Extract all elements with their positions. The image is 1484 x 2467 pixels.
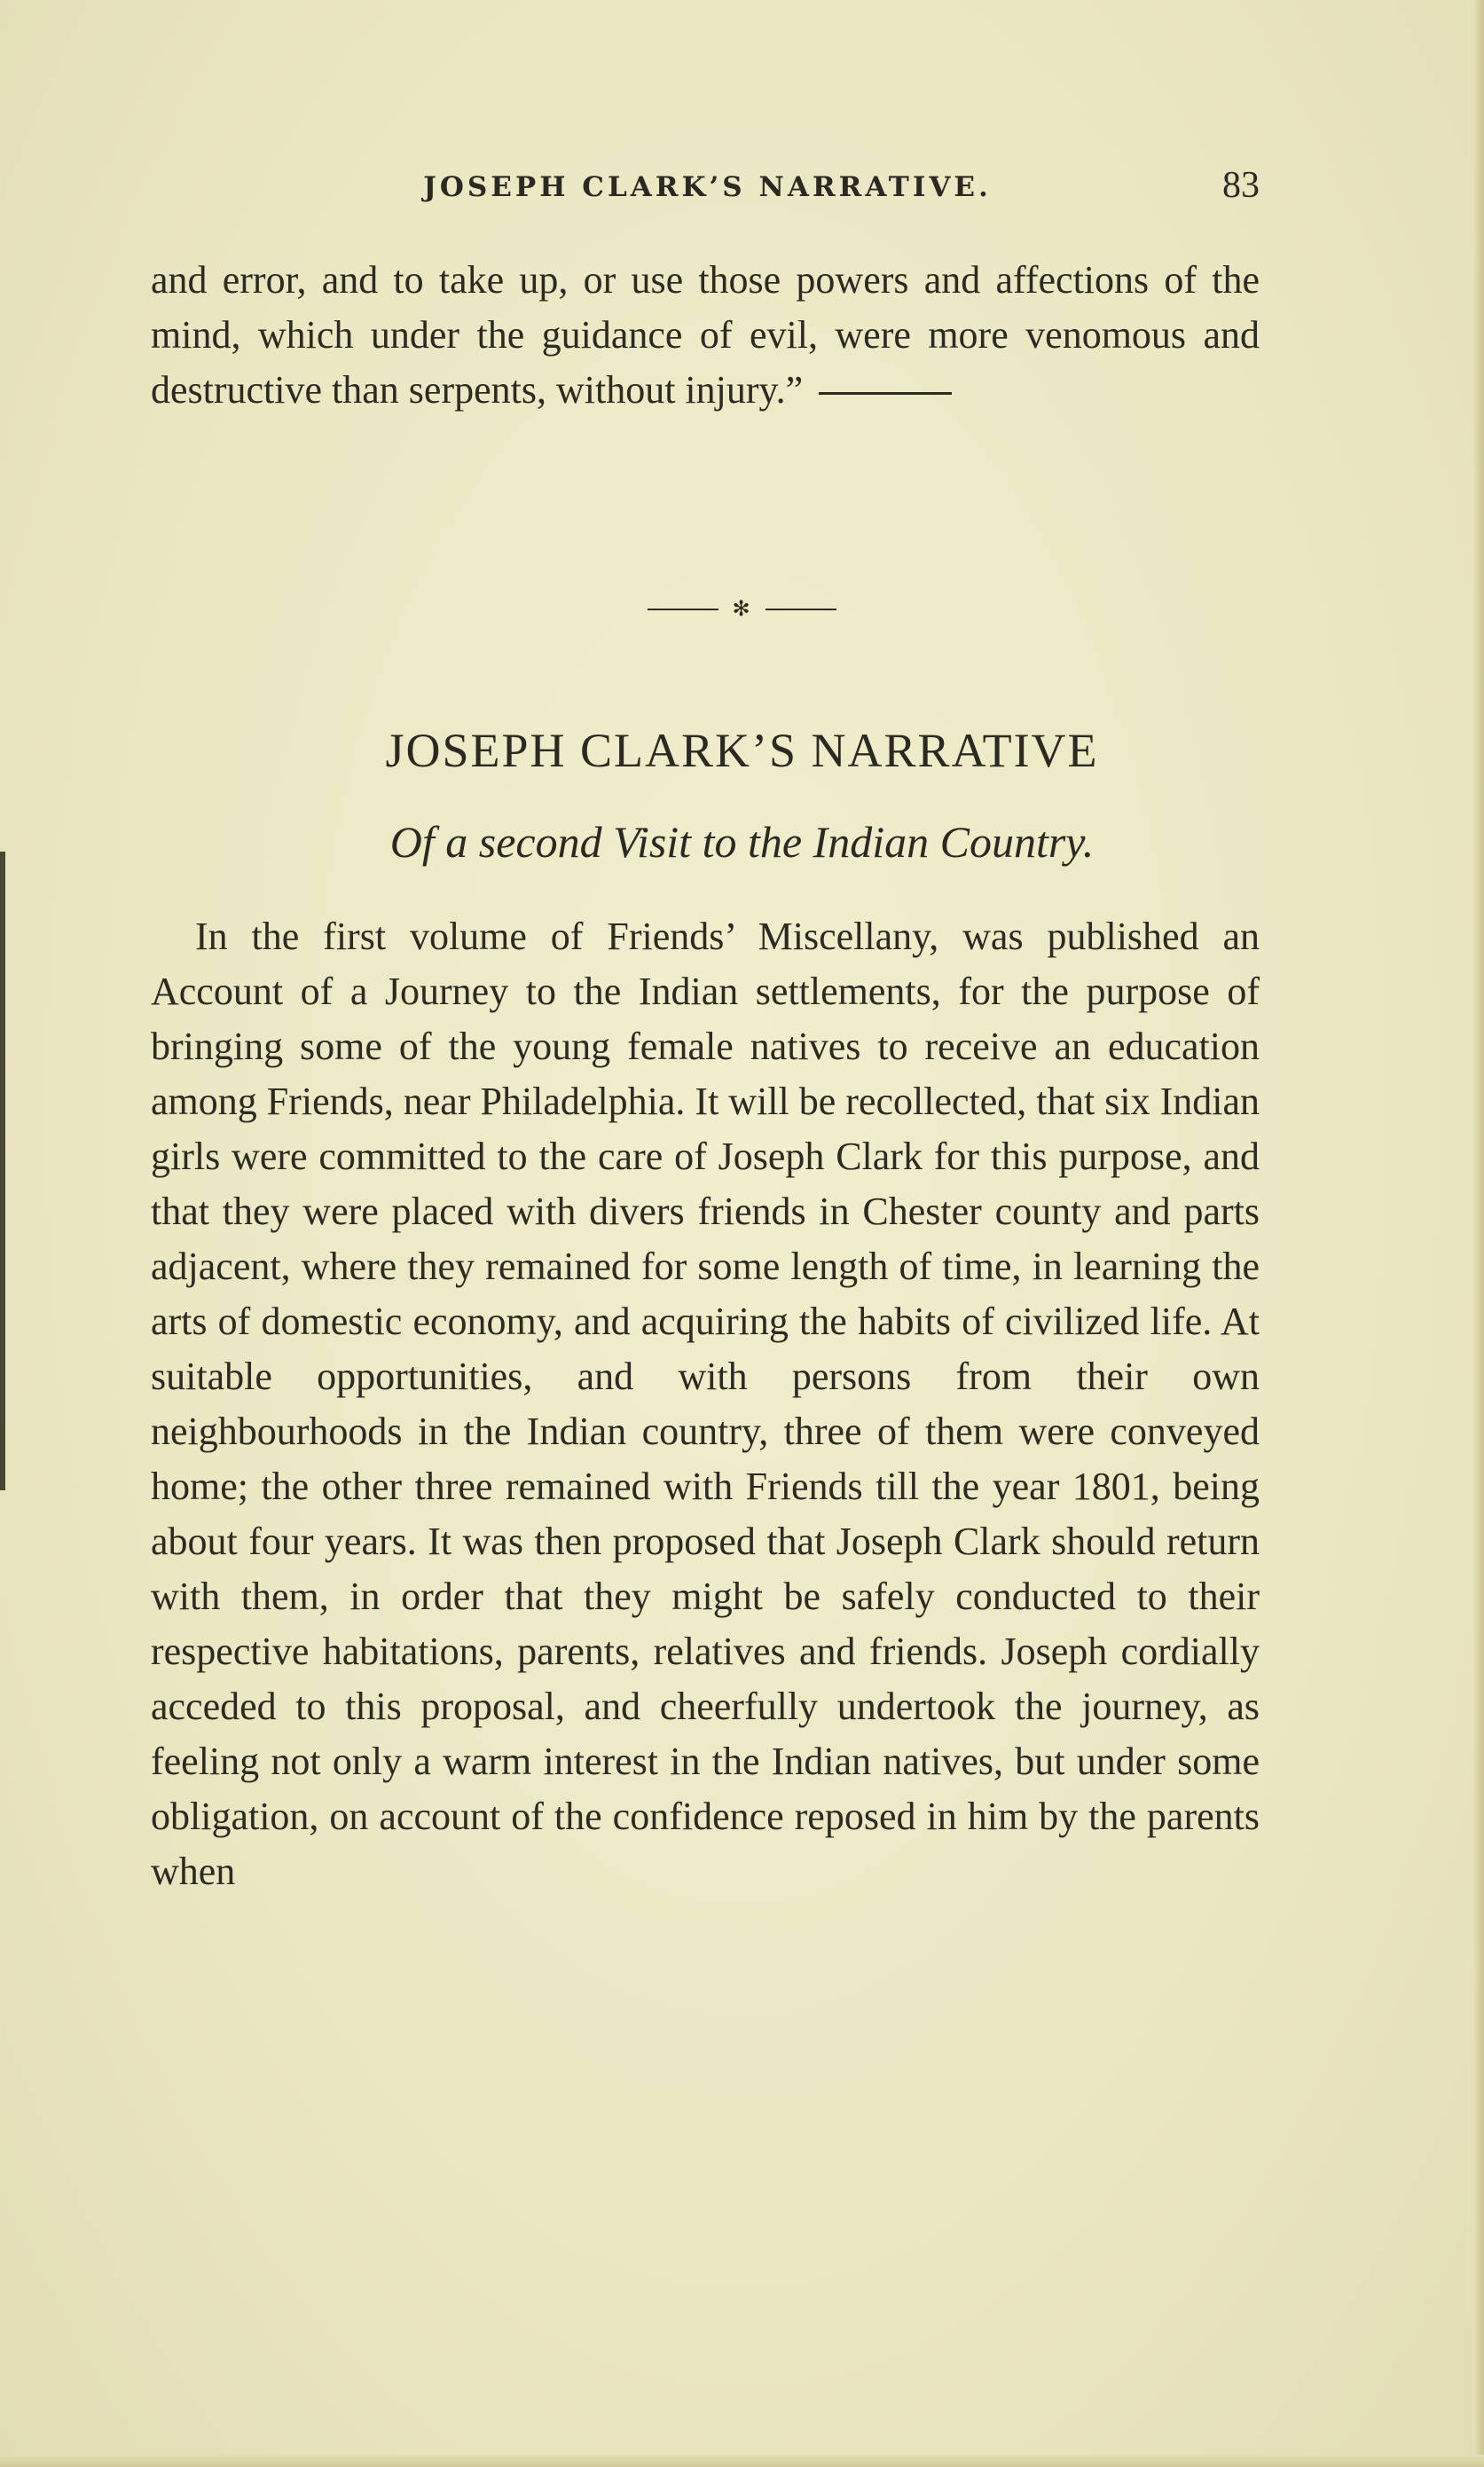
- continued-paragraph-text: and error, and to take up, or use those powers and affections of the mind, which under the guidance of evil, were more venomous and destructive than serpents, without injury.”: [151, 258, 1260, 412]
- page-edge-left: [0, 852, 5, 1490]
- main-paragraph-text: In the first volume of Friends’ Miscellany, was published an Account of a Journey to the Indian settlements, for the purpose of bringing some of the young female natives to receive an education among Friends, near Philadelphia. It will be recollected, that six Indian girls were committed to the care of Joseph Clark for this purpose, and that they were placed with divers friends in Chester county and parts adjacent, where they remained for some length of time, in learning the arts of domestic economy, and acquiring the habits of civilized life. At suitable opportunities, and with persons from their own neighbourhoods in the Indian country, three of them were conveyed home; the other three remained with Friends till the year 1801, being about four years. It was then proposed that Joseph Clark should return with them, in order that they might be safely conducted to their respective habitations, parents, relatives and friends. Joseph cordially acceded to this proposal, and cheerfully undertook the journey, as feeling not only a warm interest in the Indian natives, but under some obligation, on account of the confidence reposed in him by the parents when: [151, 915, 1260, 1893]
- ornament-star-icon: ✻: [732, 596, 752, 621]
- ornament-line-right: [766, 609, 836, 610]
- page-edge-bottom: [0, 2455, 1484, 2467]
- main-paragraph: [151, 909, 1260, 1899]
- closing-rule: [819, 392, 952, 395]
- section-ornament: [0, 596, 1484, 621]
- running-head-title: JOSEPH CLARK’S NARRATIVE.: [423, 171, 992, 203]
- page-edge-right: [1473, 0, 1484, 2467]
- running-head: [155, 164, 1260, 217]
- continued-paragraph: [151, 253, 1260, 418]
- page-number: 83: [1222, 165, 1260, 206]
- chapter-subheading: Of a second Visit to the Indian Country.: [389, 817, 1095, 867]
- ornament-line-left: [648, 609, 718, 610]
- chapter-heading: JOSEPH CLARK’S NARRATIVE: [385, 724, 1099, 777]
